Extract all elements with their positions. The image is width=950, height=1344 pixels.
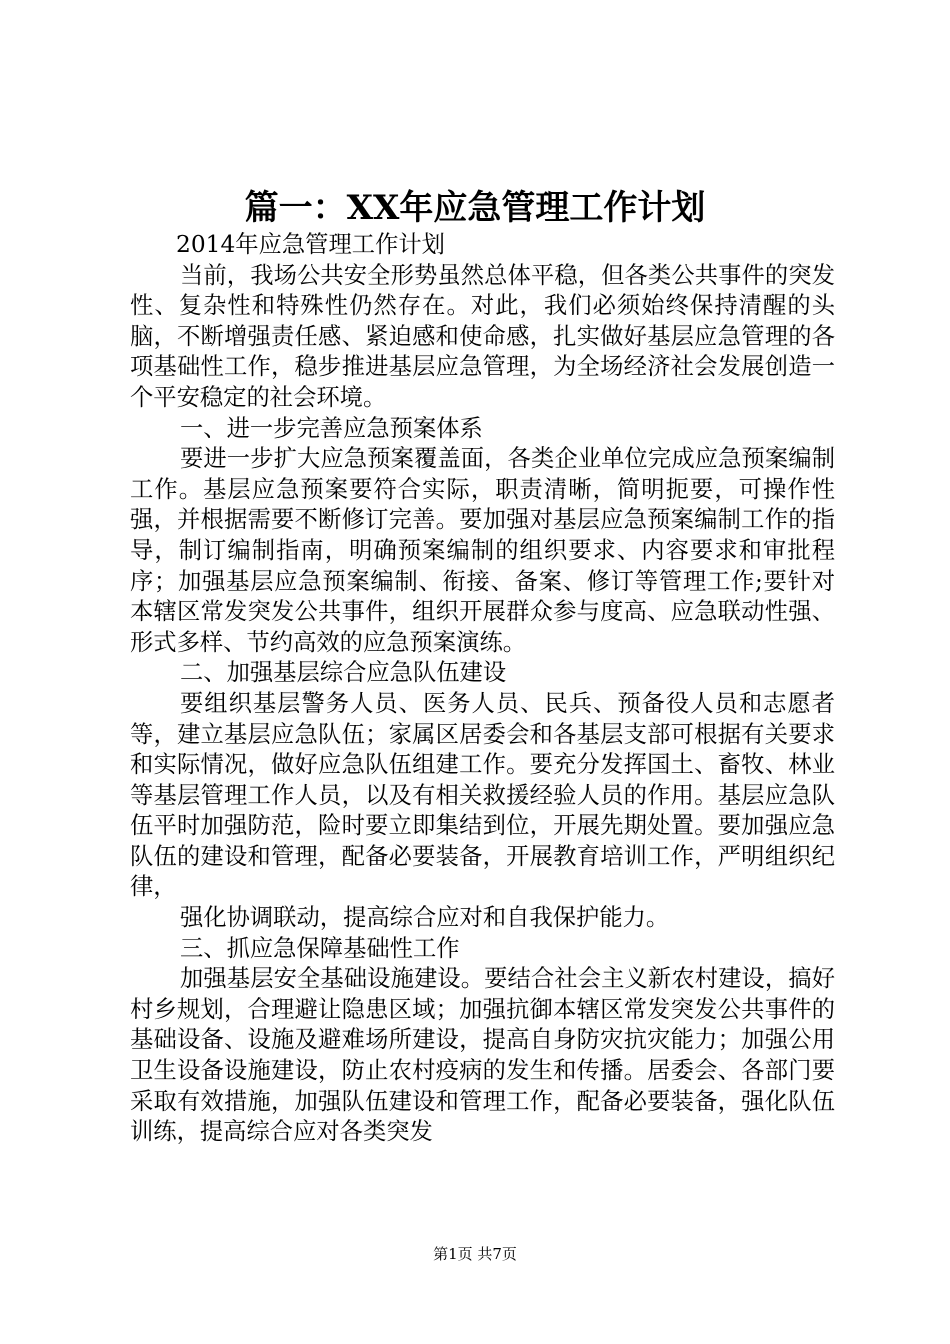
section-heading-1: 一、进一步完善应急预案体系: [180, 414, 483, 442]
section-2-paragraph: 要组织基层警务人员、医务人员、民兵、预备役人员和志愿者等，建立基层应急队伍；家属区居委会和各基层支部可根据有关要求和实际情况，做好应急队伍组建工作。要充分发挥国土、畜牧、林业等基层管理工作人员，以及有相关救援经验人员的作用。基层应急队伍平时加强防范，险时要立即集结到位，开展先期处置。要加强应急队伍的建设和管理，配备必要装备，开展教育培训工作，严明组织纪律，: [130, 689, 835, 901]
page-number: 第1页 共7页: [433, 1245, 517, 1263]
section-heading-2: 二、加强基层综合应急队伍建设: [180, 659, 507, 687]
page-title: 篇一：XX年应急管理工作计划: [244, 188, 706, 228]
section-3-paragraph: 加强基层安全基础设施建设。要结合社会主义新农村建设，搞好村乡规划，合理避让隐患区域；加强抗御本辖区常发突发公共事件的基础设备、设施及避难场所建设，提高自身防灾抗灾能力；加强公用卫生设备设施建设，防止农村疫病的发生和传播。居委会、各部门要采取有效措施，加强队伍建设和管理工作，配备必要装备，强化队伍训练，提高综合应对各类突发: [130, 965, 835, 1146]
document-subtitle: 2014年应急管理工作计划: [176, 231, 445, 258]
section-heading-3: 三、抓应急保障基础性工作: [180, 934, 460, 962]
section-2-continuation: 强化协调联动，提高综合应对和自我保护能力。: [180, 904, 670, 932]
document-body: [130, 230, 835, 1148]
intro-paragraph: 当前，我场公共安全形势虽然总体平稳，但各类公共事件的突发性、复杂性和特殊性仍然存在。对此，我们必须始终保持清醒的头脑，不断增强责任感、紧迫感和使命感，扎实做好基层应急管理的各项基础性工作，稳步推进基层应急管理，为全场经济社会发展创造一个平安稳定的社会环境。: [130, 261, 835, 411]
section-1-paragraph: 要进一步扩大应急预案覆盖面，各类企业单位完成应急预案编制工作。基层应急预案要符合实际，职责清晰，简明扼要，可操作性强，并根据需要不断修订完善。要加强对基层应急预案编制工作的指导，制订编制指南，明确预案编制的组织要求、内容要求和审批程序；加强基层应急预案编制、衔接、备案、修订等管理工作;要针对本辖区常发突发公共事件，组织开展群众参与度高、应急联动性强、形式多样、节约高效的应急预案演练。: [130, 445, 835, 656]
